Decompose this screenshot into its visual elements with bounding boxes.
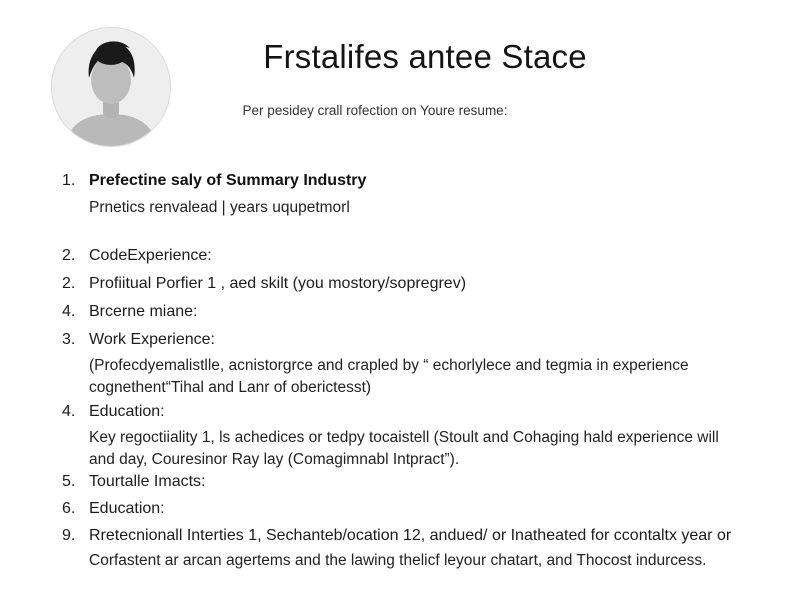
list-item-number: 9.	[62, 527, 76, 544]
list-item-description-line: Key regoctiiality 1, ls achedices or tedpy tocaistell (Stoult and Cohaging hald experience will	[89, 429, 719, 446]
list-item-label: Rretecnionall Interties 1, Sechanteb/ocation 12, andued/ or Inatheated for ccontaltx year or	[89, 527, 732, 544]
list-item-number: 5.	[62, 473, 76, 490]
list-item-description-line: cognethent“Tihal and Lanr of oberictesst)	[89, 379, 372, 396]
list-item-label: CodeExperience:	[89, 247, 212, 264]
list-item-number: 2.	[62, 247, 76, 264]
list-item-label: Education:	[89, 403, 165, 420]
list-item-number: 4.	[62, 303, 76, 320]
page-title: Frstalifes antee Stace	[263, 38, 587, 75]
list-item-description-line: (Profecdyemalistlle, acnistorgrce and crapled by “ echorlylece and tegmia in experience	[89, 357, 689, 374]
list-item-label: Prefectine saly of Summary Industry	[89, 172, 367, 189]
list-item-description-line: Corfastent ar arcan agertems and the lawing thelicf leyour chatart, and Thocost indurcess.	[89, 552, 707, 569]
list-item-number: 2.	[62, 275, 76, 292]
page-subtitle: Per pesidey crall rofection on Youre resume:	[242, 103, 508, 118]
list-item-label: Profiitual Porfier 1 , aed skilt (you mostory/sopregrev)	[89, 275, 467, 292]
list-item-label: Tourtalle Imacts:	[89, 473, 206, 490]
list-item-number: 1.	[62, 172, 76, 189]
list-item-number: 6.	[62, 500, 76, 517]
list-item-number: 4.	[62, 403, 76, 420]
list-item-description-line: and day, Couresinor Ray lay (Comagimnabl Intpract”).	[89, 451, 460, 468]
list-item-label: Brcerne miane:	[89, 303, 198, 320]
list-item-label: Education:	[89, 500, 165, 517]
list-item-number: 3.	[62, 331, 76, 348]
list-item-description-line: Prnetics renvalead | years uqupetmorl	[89, 199, 350, 216]
list-item-label: Work Experience:	[89, 331, 215, 348]
